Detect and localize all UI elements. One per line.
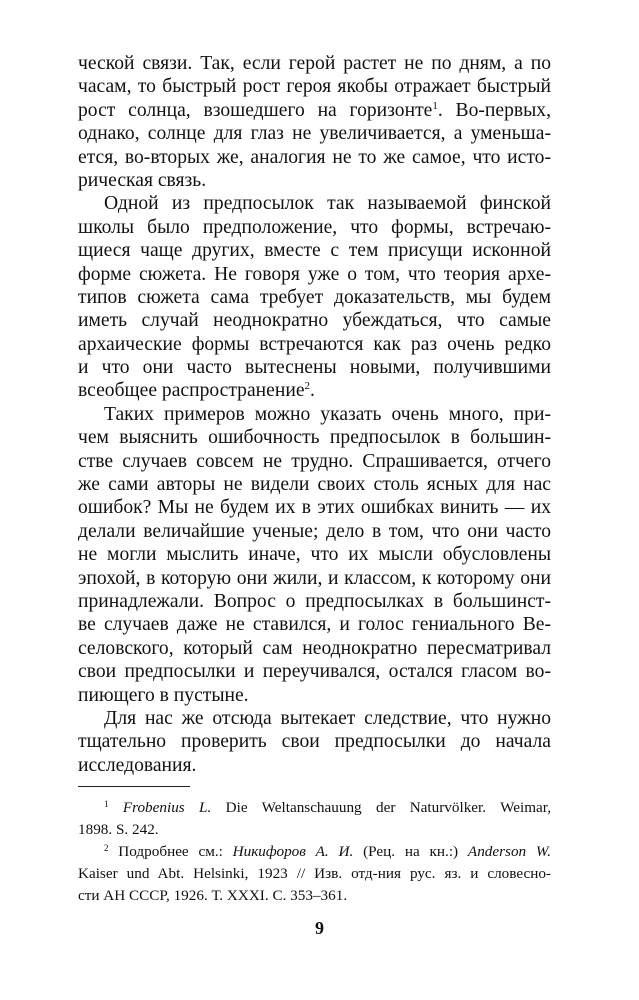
text-line: ческой связи. Так, если герой растет не по дням, а по: [78, 53, 551, 74]
text-line: однако, солнце для глаз не увеличивается, а уменьша-: [78, 123, 551, 145]
text-line: Одной из предпосылок так называемой финской: [104, 193, 551, 215]
footnote-2-author-2: Anderson W.: [467, 843, 551, 860]
footnote-1: $^1$ Frobenius L. Die Weltanschauung der Naturvölker. Weimar,: [104, 799, 552, 816]
text-line: всеобщее распространение$^2$.: [78, 380, 315, 402]
text-line: тщательно проверить свои предпосылки до начала: [78, 731, 551, 753]
text-line: чем выяснить ошибочность предпосылок в большин-: [78, 427, 551, 449]
text-line: эпохой, в которую они жили, и классом, к которому они: [78, 567, 551, 589]
footnotes: [78, 797, 551, 907]
text-line: селовского, который сам неоднократно пересматривал: [78, 637, 551, 659]
text-line: школы было предположение, что формы, встречаю-: [78, 216, 551, 238]
footnote-1-cont: 1898. S. 242.: [78, 821, 159, 838]
text-line: ется, во-вторых же, аналогия не то же самое, что исто-: [78, 146, 551, 168]
text-line: делали величайшие ученые; дело в том, что они часто: [78, 520, 551, 542]
text-line: не могли мыслить иначе, что их мысли обусловлены: [78, 544, 551, 566]
footnote-2: $^2$ Подробнее см.: Никифоров А. И. (Рец. на кн.:) Anderson W.: [104, 843, 551, 860]
text-line: ве случаев даже не ставился, и голос гениального Ве-: [78, 614, 551, 636]
text-line: иметь случай неоднократно убеждаться, что самые: [78, 310, 551, 332]
text-line: принадлежали. Вопрос о предпосылках в большинст-: [78, 590, 551, 612]
text-line: щиеся чаще других, вместе с тем присущи исконной: [78, 240, 551, 262]
text-line: исследования.: [78, 754, 197, 776]
footnote-2-cont: сти АН СССР, 1926. Т. XXXI. С. 353–361.: [78, 887, 348, 904]
footnote-separator: [78, 786, 190, 787]
text-line: свои предпосылки и переучивался, остался гласом во-: [78, 661, 551, 683]
text-line: часам, то быстрый рост героя якобы отражает быстрый: [78, 76, 551, 98]
text-line: же сами авторы не видели своих столь ясных для нас: [78, 474, 551, 496]
text-line: стве случаев совсем не трудно. Спрашивается, отчего: [78, 450, 551, 472]
footnote-ref-2[interactable]: 2: [304, 380, 311, 393]
text-line: Таких примеров можно указать очень много, при-: [104, 403, 551, 425]
body-text: [78, 52, 551, 777]
footnote-2-cont: Kaiser und Abt. Helsinki, 1923 // Изв. отд-ния рус. яз. и словесно-: [78, 865, 551, 882]
text-line: пиющего в пустыне.: [78, 684, 249, 706]
footnote-2-author-1: Никифоров А. И.: [232, 843, 354, 860]
footnote-ref-1[interactable]: 1: [432, 99, 438, 112]
text-line: типов сюжета сама требует доказательств, мы будем: [78, 286, 551, 308]
text-line: архаические формы встречаются как раз очень редко: [78, 333, 551, 355]
footnote-1-author: Frobenius L.: [122, 799, 212, 816]
page-number: 9: [315, 918, 324, 938]
text-line: рост солнца, взошедшего на горизонте$^1$. Во-первых,: [78, 99, 551, 121]
text-line: форме сюжета. Не говоря уже о том, что теория архе-: [78, 263, 551, 285]
text-line: и что они часто вытеснены новыми, получившими: [78, 357, 551, 379]
text-line: ошибок? Мы не будем их в этих ошибках винить — их: [78, 497, 551, 519]
text-line: рическая связь.: [78, 169, 207, 191]
text-line: Для нас же отсюда вытекает следствие, что нужно: [104, 707, 551, 729]
